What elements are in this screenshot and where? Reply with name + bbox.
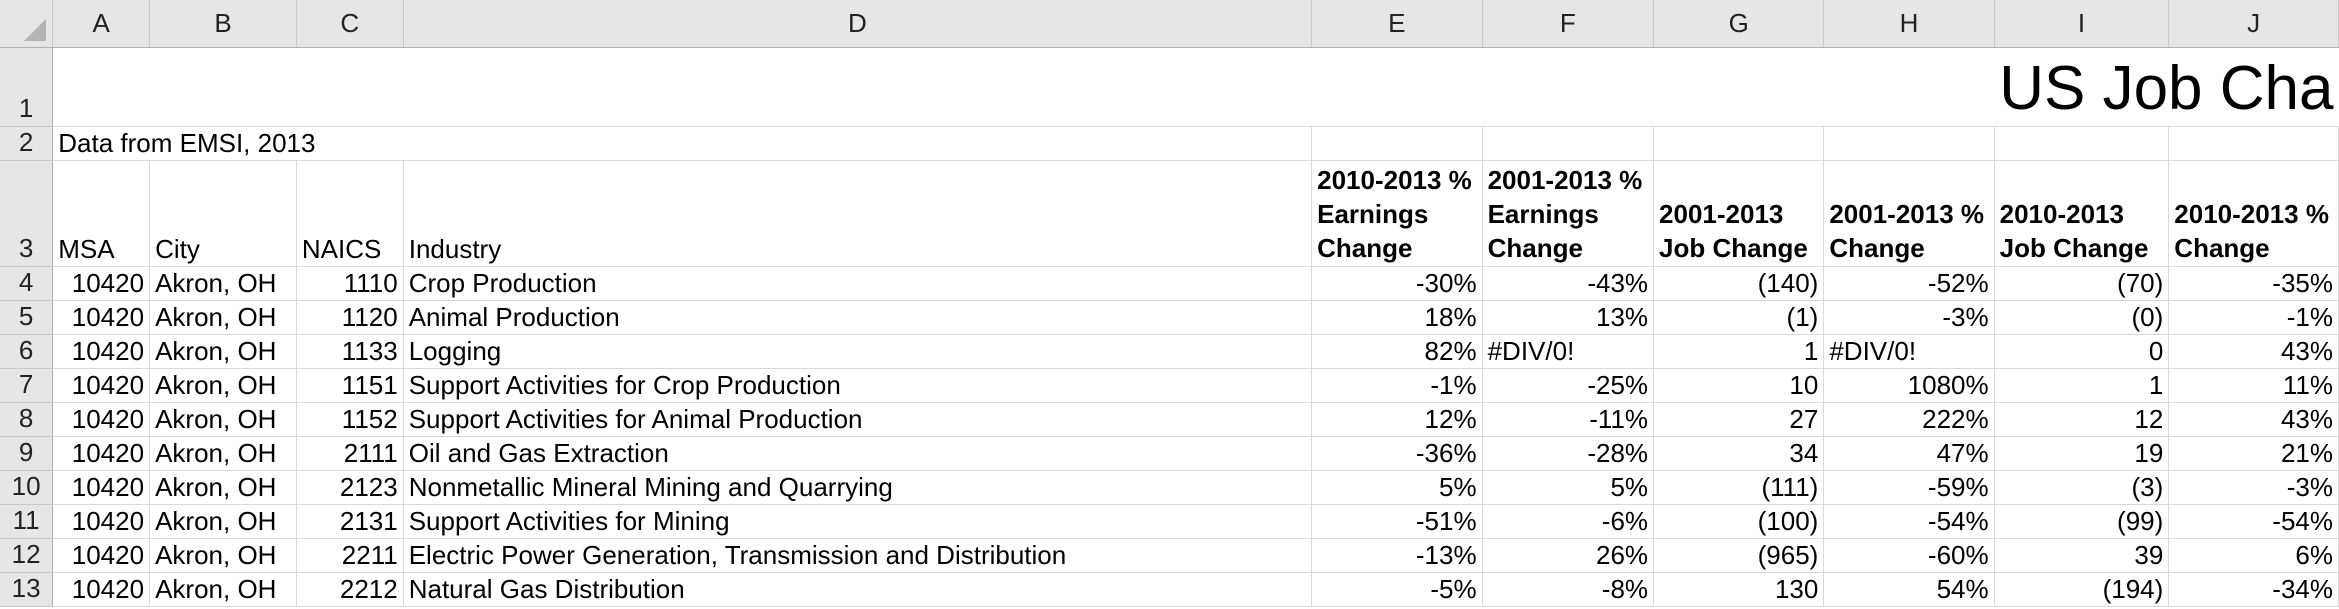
cell-j[interactable]: -34% bbox=[2169, 572, 2339, 606]
sheet-title-cell[interactable]: US Job Cha bbox=[1994, 47, 2338, 126]
column-header-f[interactable]: F bbox=[1482, 0, 1653, 47]
header-cell-msa[interactable]: MSA bbox=[53, 160, 150, 266]
cell-j[interactable]: -35% bbox=[2169, 266, 2339, 300]
header-cell-pct-change-2010-2013[interactable]: 2010-2013 % Change bbox=[2169, 160, 2339, 266]
cell-msa[interactable]: 10420 bbox=[53, 334, 150, 368]
cell-g[interactable]: 27 bbox=[1654, 402, 1824, 436]
column-header-h[interactable]: H bbox=[1824, 0, 1994, 47]
cell[interactable] bbox=[1824, 47, 1994, 126]
cell[interactable] bbox=[150, 47, 297, 126]
cell-h[interactable]: -54% bbox=[1824, 504, 1994, 538]
cell-msa[interactable]: 10420 bbox=[53, 368, 150, 402]
column-header-c[interactable]: C bbox=[296, 0, 403, 47]
table-row bbox=[0, 436, 2339, 470]
cell-industry[interactable]: Logging bbox=[403, 334, 1311, 368]
header-cell-earnings-change-2001-2013[interactable]: 2001-2013 % Earnings Change bbox=[1482, 160, 1653, 266]
row-header[interactable]: 4 bbox=[0, 266, 53, 300]
row-header[interactable]: 6 bbox=[0, 334, 53, 368]
cell-j[interactable]: -1% bbox=[2169, 300, 2339, 334]
cell-f[interactable]: -8% bbox=[1482, 572, 1653, 606]
cell-naics[interactable]: 1110 bbox=[296, 266, 403, 300]
cell-f[interactable]: -28% bbox=[1482, 436, 1653, 470]
row-header[interactable]: 10 bbox=[0, 470, 53, 504]
cell-h[interactable]: #DIV/0! bbox=[1824, 334, 1994, 368]
cell-city[interactable]: Akron, OH bbox=[150, 368, 297, 402]
cell[interactable] bbox=[1312, 126, 1482, 160]
cell-msa[interactable]: 10420 bbox=[53, 572, 150, 606]
column-header-b[interactable]: B bbox=[150, 0, 297, 47]
table-row bbox=[0, 266, 2339, 300]
cell-h[interactable]: -52% bbox=[1824, 266, 1994, 300]
header-cell-job-change-2010-2013[interactable]: 2010-2013 Job Change bbox=[1994, 160, 2169, 266]
cell-naics[interactable]: 1151 bbox=[296, 368, 403, 402]
row-header[interactable]: 1 bbox=[0, 47, 53, 126]
cell-e[interactable]: 12% bbox=[1312, 402, 1482, 436]
cell-i[interactable]: 0 bbox=[1994, 334, 2169, 368]
row-header[interactable]: 11 bbox=[0, 504, 53, 538]
cell-city[interactable]: Akron, OH bbox=[150, 266, 297, 300]
cell-industry[interactable]: Support Activities for Mining bbox=[403, 504, 1311, 538]
cell-g[interactable]: (100) bbox=[1654, 504, 1824, 538]
cell-i[interactable]: 19 bbox=[1994, 436, 2169, 470]
cell-naics[interactable]: 1133 bbox=[296, 334, 403, 368]
cell-g[interactable]: 34 bbox=[1654, 436, 1824, 470]
cell-industry[interactable]: Natural Gas Distribution bbox=[403, 572, 1311, 606]
row-header[interactable]: 5 bbox=[0, 300, 53, 334]
cell-industry[interactable]: Nonmetallic Mineral Mining and Quarrying bbox=[403, 470, 1311, 504]
cell-industry[interactable]: Crop Production bbox=[403, 266, 1311, 300]
select-all-corner[interactable] bbox=[0, 0, 53, 47]
cell-naics[interactable]: 2123 bbox=[296, 470, 403, 504]
cell-i[interactable]: 12 bbox=[1994, 402, 2169, 436]
cell-g[interactable]: (140) bbox=[1654, 266, 1824, 300]
cell-i[interactable]: 1 bbox=[1994, 368, 2169, 402]
cell-industry[interactable]: Support Activities for Animal Production bbox=[403, 402, 1311, 436]
cell-f[interactable]: 5% bbox=[1482, 470, 1653, 504]
cell-h[interactable]: 54% bbox=[1824, 572, 1994, 606]
cell-city[interactable]: Akron, OH bbox=[150, 300, 297, 334]
cell-city[interactable]: Akron, OH bbox=[150, 334, 297, 368]
cell[interactable] bbox=[1654, 126, 1824, 160]
table-row bbox=[0, 538, 2339, 572]
table-row bbox=[0, 300, 2339, 334]
cell-e[interactable]: 82% bbox=[1312, 334, 1482, 368]
cell-naics[interactable]: 2131 bbox=[296, 504, 403, 538]
cell-msa[interactable]: 10420 bbox=[53, 402, 150, 436]
cell-f[interactable]: -25% bbox=[1482, 368, 1653, 402]
cell-naics[interactable]: 2111 bbox=[296, 436, 403, 470]
column-header-a[interactable]: A bbox=[53, 0, 150, 47]
cell-j[interactable]: 6% bbox=[2169, 538, 2339, 572]
cell-h[interactable]: -3% bbox=[1824, 300, 1994, 334]
cell[interactable] bbox=[2169, 126, 2339, 160]
source-note-cell[interactable]: Data from EMSI, 2013 bbox=[53, 126, 403, 160]
cell-city[interactable]: Akron, OH bbox=[150, 538, 297, 572]
cell-industry[interactable]: Animal Production bbox=[403, 300, 1311, 334]
cell[interactable] bbox=[1994, 126, 2169, 160]
table-row bbox=[0, 402, 2339, 436]
column-header-j[interactable]: J bbox=[2169, 0, 2339, 47]
cell-f[interactable]: 13% bbox=[1482, 300, 1653, 334]
select-all-triangle-icon bbox=[24, 19, 46, 41]
column-header-g[interactable]: G bbox=[1654, 0, 1824, 47]
cell[interactable] bbox=[296, 47, 403, 126]
cell-i[interactable]: (194) bbox=[1994, 572, 2169, 606]
row-header[interactable]: 8 bbox=[0, 402, 53, 436]
cell-i[interactable]: (3) bbox=[1994, 470, 2169, 504]
cell-g[interactable]: (1) bbox=[1654, 300, 1824, 334]
cell-e[interactable]: -1% bbox=[1312, 368, 1482, 402]
cell-e[interactable]: 5% bbox=[1312, 470, 1482, 504]
cell[interactable] bbox=[1482, 126, 1653, 160]
cell-msa[interactable]: 10420 bbox=[53, 538, 150, 572]
cell-h[interactable]: -59% bbox=[1824, 470, 1994, 504]
row-header[interactable]: 9 bbox=[0, 436, 53, 470]
cell-g[interactable]: 1 bbox=[1654, 334, 1824, 368]
cell-i[interactable]: (99) bbox=[1994, 504, 2169, 538]
cell-industry[interactable]: Oil and Gas Extraction bbox=[403, 436, 1311, 470]
header-cell-naics[interactable]: NAICS bbox=[296, 160, 403, 266]
table-row bbox=[0, 504, 2339, 538]
header-cell-earnings-change-2010-2013[interactable]: 2010-2013 % Earnings Change bbox=[1312, 160, 1482, 266]
cell-g[interactable]: 130 bbox=[1654, 572, 1824, 606]
cell-msa[interactable]: 10420 bbox=[53, 504, 150, 538]
cell-e[interactable]: -13% bbox=[1312, 538, 1482, 572]
cell-e[interactable]: -5% bbox=[1312, 572, 1482, 606]
cell-e[interactable]: -30% bbox=[1312, 266, 1482, 300]
header-cell-city[interactable]: City bbox=[150, 160, 297, 266]
table-row bbox=[0, 334, 2339, 368]
header-cell-pct-change-2001-2013[interactable]: 2001-2013 % Change bbox=[1824, 160, 1994, 266]
cell[interactable] bbox=[53, 47, 150, 126]
table-row bbox=[0, 572, 2339, 606]
cell-i[interactable]: (70) bbox=[1994, 266, 2169, 300]
column-header-e[interactable]: E bbox=[1312, 0, 1482, 47]
cell-f[interactable]: #DIV/0! bbox=[1482, 334, 1653, 368]
cell[interactable] bbox=[1482, 47, 1653, 126]
row-header[interactable]: 13 bbox=[0, 572, 53, 606]
cell-j[interactable]: 43% bbox=[2169, 402, 2339, 436]
cell[interactable] bbox=[1312, 47, 1482, 126]
cell-h[interactable]: 222% bbox=[1824, 402, 1994, 436]
cell-i[interactable]: (0) bbox=[1994, 300, 2169, 334]
row-header[interactable]: 7 bbox=[0, 368, 53, 402]
column-header-i[interactable]: I bbox=[1994, 0, 2169, 47]
cell-industry[interactable]: Support Activities for Crop Production bbox=[403, 368, 1311, 402]
cell-industry[interactable]: Electric Power Generation, Transmission and Distribution bbox=[403, 538, 1311, 572]
cell-e[interactable]: -36% bbox=[1312, 436, 1482, 470]
cell-msa[interactable]: 10420 bbox=[53, 470, 150, 504]
cell-msa[interactable]: 10420 bbox=[53, 300, 150, 334]
cell-g[interactable]: (111) bbox=[1654, 470, 1824, 504]
cell-naics[interactable]: 1120 bbox=[296, 300, 403, 334]
cell-e[interactable]: 18% bbox=[1312, 300, 1482, 334]
header-cell-industry[interactable]: Industry bbox=[403, 160, 1311, 266]
cell-j[interactable]: -3% bbox=[2169, 470, 2339, 504]
cell-j[interactable]: 21% bbox=[2169, 436, 2339, 470]
cell-h[interactable]: -60% bbox=[1824, 538, 1994, 572]
cell-naics[interactable]: 1152 bbox=[296, 402, 403, 436]
cell-f[interactable]: 26% bbox=[1482, 538, 1653, 572]
cell-e[interactable]: -51% bbox=[1312, 504, 1482, 538]
cell[interactable] bbox=[1824, 126, 1994, 160]
cell[interactable] bbox=[1654, 47, 1824, 126]
cell-h[interactable]: 1080% bbox=[1824, 368, 1994, 402]
cell-city[interactable]: Akron, OH bbox=[150, 572, 297, 606]
cell-j[interactable]: 11% bbox=[2169, 368, 2339, 402]
cell-j[interactable]: 43% bbox=[2169, 334, 2339, 368]
table-row bbox=[0, 470, 2339, 504]
cell-h[interactable]: 47% bbox=[1824, 436, 1994, 470]
cell-city[interactable]: Akron, OH bbox=[150, 436, 297, 470]
row-header[interactable]: 2 bbox=[0, 126, 53, 160]
cell-msa[interactable]: 10420 bbox=[53, 436, 150, 470]
table-row bbox=[0, 368, 2339, 402]
cell-f[interactable]: -6% bbox=[1482, 504, 1653, 538]
cell-i[interactable]: 39 bbox=[1994, 538, 2169, 572]
cell-naics[interactable]: 2211 bbox=[296, 538, 403, 572]
cell-naics[interactable]: 2212 bbox=[296, 572, 403, 606]
row-header[interactable]: 12 bbox=[0, 538, 53, 572]
row-header[interactable]: 3 bbox=[0, 160, 53, 266]
cell-g[interactable]: (965) bbox=[1654, 538, 1824, 572]
cell-msa[interactable]: 10420 bbox=[53, 266, 150, 300]
cell[interactable] bbox=[403, 126, 1311, 160]
cell-j[interactable]: -54% bbox=[2169, 504, 2339, 538]
column-header-d[interactable]: D bbox=[403, 0, 1311, 47]
cell-city[interactable]: Akron, OH bbox=[150, 402, 297, 436]
cell-g[interactable]: 10 bbox=[1654, 368, 1824, 402]
cell-city[interactable]: Akron, OH bbox=[150, 504, 297, 538]
cell-f[interactable]: -11% bbox=[1482, 402, 1653, 436]
cell-f[interactable]: -43% bbox=[1482, 266, 1653, 300]
header-cell-job-change-2001-2013[interactable]: 2001-2013 Job Change bbox=[1654, 160, 1824, 266]
cell[interactable] bbox=[403, 47, 1311, 126]
cell-city[interactable]: Akron, OH bbox=[150, 470, 297, 504]
